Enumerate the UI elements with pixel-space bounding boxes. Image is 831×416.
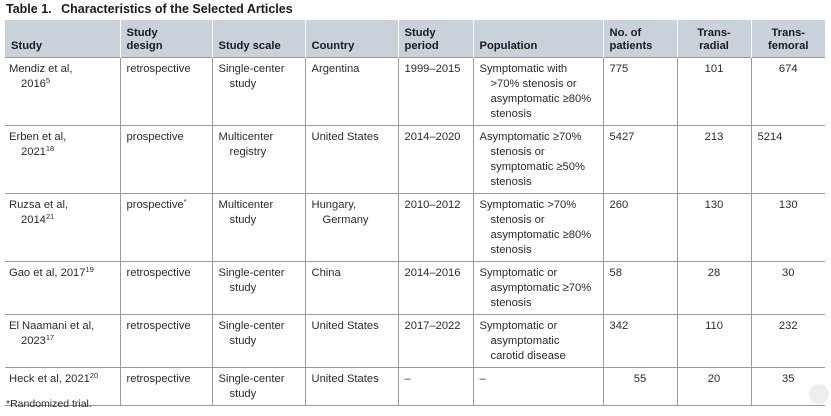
cell-study: Mendiz et al, 2016$^5$ <box>5 58 120 126</box>
col-header-country: Country <box>305 20 398 58</box>
cell-period: 2014–2016 <box>398 262 473 315</box>
col-header-transfemoral: Trans- femoral <box>751 20 825 58</box>
cell-country: Hungary, Germany <box>305 194 398 262</box>
cell-transradial: 130 <box>677 194 751 262</box>
cell-scale: Single-center study <box>212 368 305 406</box>
cell-design: prospective <box>120 126 212 194</box>
scroll-corner-button[interactable] <box>809 384 829 404</box>
cell-transfemoral: 35 <box>751 368 825 406</box>
table-row <box>5 315 825 368</box>
cell-scale: Single-center study <box>212 315 305 368</box>
col-header-transradial: Trans- radial <box>677 20 751 58</box>
table-row <box>5 58 825 126</box>
table-label: Table 1. <box>6 2 52 16</box>
table-row <box>5 368 825 406</box>
cell-country: China <box>305 262 398 315</box>
cell-population: – <box>473 368 603 406</box>
cell-patients: 775 <box>603 58 677 126</box>
cell-scale: Multicenter registry <box>212 126 305 194</box>
cell-period: 2010–2012 <box>398 194 473 262</box>
cell-transfemoral: 5214 <box>751 126 825 194</box>
cell-transradial: 28 <box>677 262 751 315</box>
cell-design: retrospective <box>120 262 212 315</box>
cell-design: retrospective <box>120 58 212 126</box>
table-row <box>5 126 825 194</box>
cell-transfemoral: 674 <box>751 58 825 126</box>
cell-scale: Single-center study <box>212 58 305 126</box>
cell-transfemoral: 30 <box>751 262 825 315</box>
cell-design: retrospective <box>120 368 212 406</box>
cell-patients: 342 <box>603 315 677 368</box>
col-header-population: Population <box>473 20 603 58</box>
table-row <box>5 262 825 315</box>
col-header-design: Study design <box>120 20 212 58</box>
cell-country: Argentina <box>305 58 398 126</box>
cell-population: Symptomatic with >70% stenosis or asymptomatic ≥80% stenosis <box>473 58 603 126</box>
cell-country: United States <box>305 368 398 406</box>
col-header-scale: Study scale <box>212 20 305 58</box>
cell-period: 2014–2020 <box>398 126 473 194</box>
cell-transradial: 213 <box>677 126 751 194</box>
cell-study: Gao et al, 2017$^{19}$ <box>5 262 120 315</box>
cell-design: retrospective <box>120 315 212 368</box>
cell-transfemoral: 130 <box>751 194 825 262</box>
cell-period: 1999–2015 <box>398 58 473 126</box>
col-header-period: Study period <box>398 20 473 58</box>
cell-transradial: 110 <box>677 315 751 368</box>
cell-population: Asymptomatic ≥70% stenosis or symptomatic ≥50% stenosis <box>473 126 603 194</box>
cell-population: Symptomatic or asymptomatic ≥70% stenosis <box>473 262 603 315</box>
cell-population: Symptomatic or asymptomatic carotid disease <box>473 315 603 368</box>
cell-patients: 58 <box>603 262 677 315</box>
cell-patients: 5427 <box>603 126 677 194</box>
cell-country: United States <box>305 126 398 194</box>
header-row <box>5 20 825 58</box>
cell-period: – <box>398 368 473 406</box>
cell-study: El Naamani et al, 2023$^{17}$ <box>5 315 120 368</box>
cell-study: Erben et al, 2021$^{18}$ <box>5 126 120 194</box>
cell-transradial: 101 <box>677 58 751 126</box>
cell-population: Symptomatic >70% stenosis or asymptomatic ≥80% stenosis <box>473 194 603 262</box>
articles-table <box>5 20 825 406</box>
cell-period: 2017–2022 <box>398 315 473 368</box>
cell-study: Heck et al, 2021$^{20}$ <box>5 368 120 406</box>
randomized-marker: * <box>183 197 187 206</box>
cell-patients: 55 <box>603 368 677 406</box>
cell-scale: Multicenter study <box>212 194 305 262</box>
table-row <box>5 194 825 262</box>
cell-scale: Single-center study <box>212 262 305 315</box>
cell-country: United States <box>305 315 398 368</box>
table-title: Characteristics of the Selected Articles <box>61 2 293 16</box>
cell-study: Ruzsa et al, 2014$^{21}$ <box>5 194 120 262</box>
col-header-study: Study <box>5 20 120 58</box>
cell-transradial: 20 <box>677 368 751 406</box>
cell-patients: 260 <box>603 194 677 262</box>
cell-transfemoral: 232 <box>751 315 825 368</box>
table-footnote: *Randomized trial. <box>6 398 92 410</box>
table-caption <box>6 2 293 16</box>
col-header-patients: No. of patients <box>603 20 677 58</box>
cell-design: prospective* <box>120 194 212 262</box>
